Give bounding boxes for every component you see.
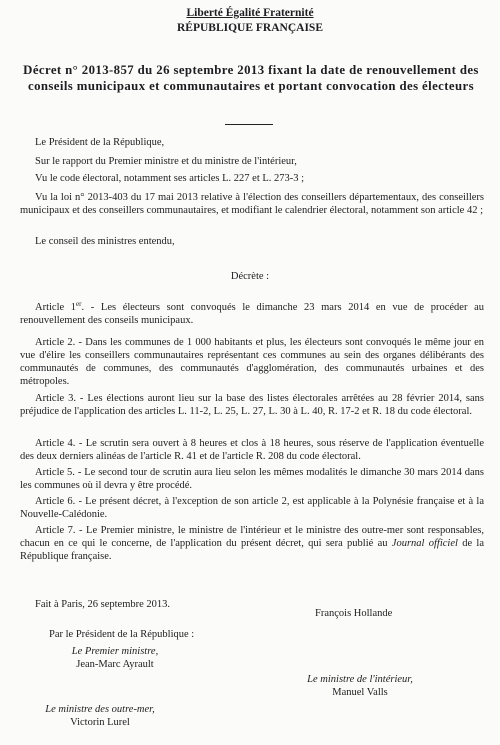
outremer-title: Le ministre des outre-mer, [45, 704, 155, 715]
decrete-heading: Décrète : [230, 271, 270, 282]
republic-motto: Liberté Égalité Fraternité [186, 7, 314, 19]
interior-title: Le ministre de l'intérieur, [307, 674, 413, 685]
title-divider [225, 124, 273, 125]
decree-title: Décret n° 2013-857 du 26 septembre 2013 fixant la date de renouvellement des conseils municipaux et communautaires et portant convocation des électeurs [23, 63, 479, 93]
article-2: Article 2. - Dans les communes de 1 000 habitants et plus, les électeurs sont convoqués le même jour en vue d'élire les conseillers communautaires représentant ces communes au sein des organes délibérants des communautés de communes, des communautés d'agglomération, des communautés urbaines et des métropoles. [20, 337, 484, 387]
preamble-code-electoral: Vu le code électoral, notamment ses articles L. 227 et L. 273-3 ; [35, 173, 305, 184]
preamble-rapport: Sur le rapport du Premier ministre et du ministre de l'intérieur, [35, 156, 297, 167]
pm-title: Le Premier ministre, [71, 646, 159, 657]
article-7: Article 7. - Le Premier ministre, le ministre de l'intérieur et le ministre des outre-mer sont responsables, chacun en ce qui le concerne, de l'application du présent décret, qui sera publié au Journal officiel de la République française. [20, 525, 484, 562]
article-6: Article 6. - Le présent décret, à l'exception de son article 2, est applicable à la Polynésie française et à la Nouvelle-Calédonie. [20, 496, 484, 520]
preamble-loi: Vu la loi n° 2013-403 du 17 mai 2013 relative à l'élection des conseillers départementaux, des conseillers municipaux et des conseillers communautaires, et modifiant le calendrier électoral, notamment son article 42 ; [20, 192, 484, 216]
pm-name: Jean-Marc Ayrault [76, 659, 154, 670]
republic-name: RÉPUBLIQUE FRANÇAISE [176, 22, 323, 34]
article-3: Article 3. - Les élections auront lieu sur la base des listes électorales arrêtées au 28 février 2014, sans préjudice de l'application des articles L. 11-2, L. 25, L. 27, L. 30 à L. 40, R. 17-2 et R. 18 du code électoral. [20, 393, 484, 417]
par-le-president: Par le Président de la République : [49, 629, 195, 640]
preamble-president: Le Président de la République, [35, 137, 165, 148]
article-5: Article 5. - Le second tour de scrutin aura lieu selon les mêmes modalités le dimanche 30 mars 2014 dans les communes où il devra y être procédé. [20, 467, 484, 491]
preamble-conseil: Le conseil des ministres entendu, [35, 236, 175, 247]
fait-a-paris: Fait à Paris, 26 septembre 2013. [35, 599, 171, 610]
president-signature: François Hollande [315, 608, 393, 619]
article-1: Article 1er. - Les électeurs sont convoqués le dimanche 23 mars 2014 en vue de procéder au renouvellement des conseils municipaux. [20, 300, 485, 326]
article-4: Article 4. - Le scrutin sera ouvert à 8 heures et clos à 18 heures, sous réserve de l'application éventuelle des deux derniers alinéas de l'article R. 41 et de l'article R. 208 du code électoral. [20, 438, 484, 462]
outremer-name: Victorin Lurel [70, 717, 130, 728]
interior-name: Manuel Valls [332, 687, 388, 698]
